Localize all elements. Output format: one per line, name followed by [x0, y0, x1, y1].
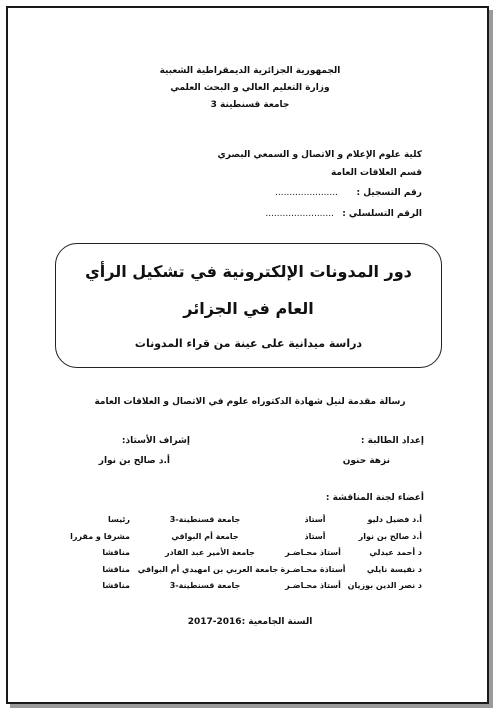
faculty-label: كلية علوم الإعلام و الاتصال و السمعي البصري — [217, 150, 422, 160]
supervisor-name: أ.د صالح بن نوار — [98, 456, 170, 466]
member-rank: أستاذ — [304, 532, 326, 541]
student-name: نزهة حنون — [342, 456, 390, 466]
thesis-title-line1: دور المدونات الإلكترونية في تشكيل الرأي — [85, 262, 412, 281]
page-shadow-bottom — [10, 704, 493, 708]
member-role: رئيسا — [107, 515, 130, 524]
member-rank: أستاذ — [304, 515, 326, 524]
member-name: د أحمد عيدلي — [369, 548, 422, 557]
committee-label: أعضاء لجنة المناقشة : — [325, 493, 424, 503]
member-role: مناقشا — [102, 581, 130, 590]
member-university: جامعة الأمير عبد القادر — [165, 548, 255, 557]
republic-heading: الجمهورية الجزائرية الديمقراطية الشعبية — [159, 66, 341, 76]
member-university: جامعة قسنطينة-3 — [169, 581, 241, 590]
ministry-heading: وزارة التعليم العالي و البحث العلمي — [170, 83, 330, 93]
member-rank: أستاذة محـاضـرة — [280, 565, 346, 574]
member-role: مشرفا و مقررا — [70, 532, 130, 541]
thesis-title-line2: العام في الجزائر — [183, 299, 314, 318]
thesis-note: رسالة مقدمة لنيل شهادة الدكتوراه علوم في الاتصال و العلاقات العامة — [94, 397, 406, 407]
supervisor-label: إشراف الأستاذ: — [121, 436, 190, 446]
member-name: د نصر الدين بوزيان — [347, 581, 422, 590]
academic-year: السنة الجامعية :2016-2017 — [187, 617, 313, 627]
page-shadow-right — [489, 10, 493, 708]
member-role: مناقشا — [102, 548, 130, 557]
university-heading: جامعة قسنطينة 3 — [210, 100, 290, 110]
member-name: د نفيسة نايلي — [366, 565, 422, 574]
member-university: جامعة العربي بن امهيدي أم البواقي — [137, 565, 279, 574]
member-university: جامعة أم البواقي — [171, 532, 239, 541]
department-label: قسم العلاقات العامة — [330, 168, 422, 178]
member-name: أ.د صالح بن نوار — [358, 532, 422, 541]
member-role: مناقشا — [102, 565, 130, 574]
registration-label: رقم التسجيل : — [356, 188, 422, 198]
member-name: أ.د فضيل دليو — [367, 515, 422, 524]
thesis-subtitle: دراسة ميدانية على عينة من قراء المدونات — [134, 337, 363, 350]
serial-value: ........................ — [265, 209, 334, 219]
member-rank: أستاذ محـاضـر — [285, 581, 341, 590]
serial-label: الرقم التسلسلي : — [342, 209, 422, 219]
member-rank: أستاذ محـاضـر — [285, 548, 341, 557]
student-label: إعداد الطالبة : — [360, 436, 424, 446]
registration-value: ...................... — [275, 188, 338, 198]
member-university: جامعة قسنطينة-3 — [169, 515, 241, 524]
